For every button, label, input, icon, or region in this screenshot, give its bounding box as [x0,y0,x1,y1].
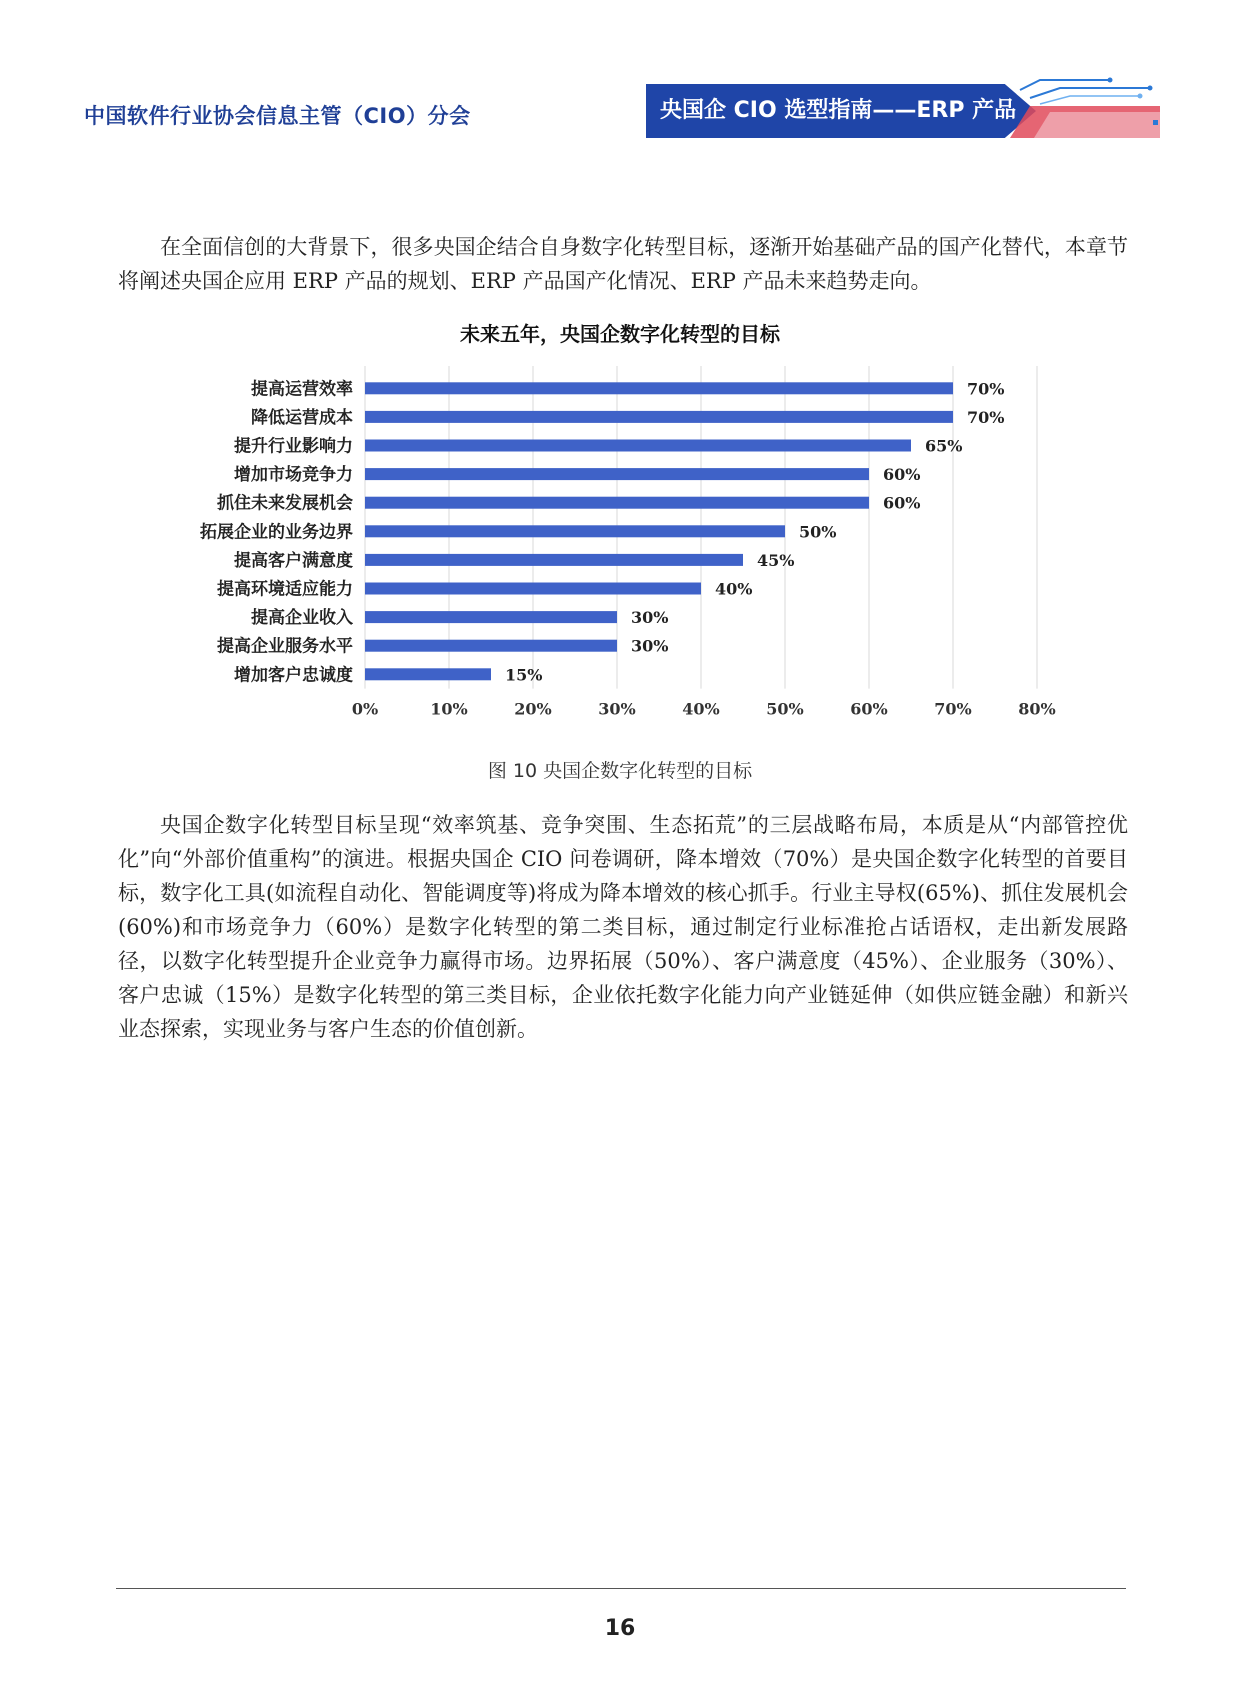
data-label: 45% [757,550,795,570]
analysis-paragraph: 央国企数字化转型目标呈现“效率筑基、竞争突围、生态拓荒”的三层战略布局，本质是从“内部管控优化”向“外部价值重构”的演进。根据央国企 CIO 问卷调研，降本增效（70%）是央国企数字化转型的首要目标，数字化工具(如流程自动化、智能调度等)将成为降本增效的核心抓手。行业主导权(65%)、抓住发展机会(60%)和市场竞争力（60%）是数字化转型的第二类目标，通过制定行业标准抢占话语权，走出新发展路径，以数字化转型提升企业竞争力赢得市场。边界拓展（50%）、客户满意度（45%）、企业服务（30%）、客户忠诚（15%）是数字化转型的第三类目标，企业依托数字化能力向产业链延伸（如供应链金融）和新兴业态探索，实现业务与客户生态的价值创新。 [118,813,1128,1041]
figure-caption: 图 10 央国企数字化转型的目标 [487,760,753,782]
chart-bars [365,382,953,680]
x-tick-label: 10% [430,699,468,719]
data-label: 70% [967,407,1005,427]
x-tick-label: 40% [682,699,720,719]
category-label: 提升行业影响力 [234,436,353,457]
category-label: 增加市场竞争力 [234,465,353,486]
x-tick-label: 20% [514,699,552,719]
bar [365,640,617,652]
data-label: 65% [925,436,963,456]
bar [365,668,491,680]
bar [365,525,785,537]
category-label: 增加客户忠诚度 [234,665,353,686]
bar [365,583,701,595]
bar-chart [0,360,1240,730]
header-org-name: 中国软件行业协会信息主管（CIO）分会 [84,104,471,128]
x-tick-label: 80% [1018,699,1056,719]
category-label: 提高客户满意度 [234,550,353,571]
category-label: 拓展企业的业务边界 [200,522,353,543]
intro-paragraph: 在全面信创的大背景下，很多央国企结合自身数字化转型目标，逐渐开始基础产品的国产化替代，本章节将阐述央国企应用 ERP 产品的规划、ERP 产品国产化情况、ERP 产品未来趋势走向。 [118,235,1128,293]
data-label: 30% [631,608,669,628]
footer-divider [116,1588,1126,1589]
data-label: 60% [883,465,921,485]
x-tick-label: 30% [598,699,636,719]
x-tick-label: 60% [850,699,888,719]
category-label: 抓住未来发展机会 [217,493,353,514]
x-tick-label: 0% [351,699,379,719]
category-label: 提高企业收入 [251,608,353,629]
data-label: 50% [799,522,837,542]
bar [365,497,869,509]
category-label: 提高企业服务水平 [217,636,353,657]
circuit-decoration-icon [1000,76,1160,146]
bar [365,554,743,566]
page-number: 16 [604,1616,636,1641]
category-label: 提高运营效率 [251,379,353,400]
header-banner-title: 央国企 CIO 选型指南——ERP 产品 [660,98,1017,123]
category-label: 降低运营成本 [251,407,353,428]
bar [365,440,911,452]
x-tick-label: 50% [766,699,804,719]
bar [365,468,869,480]
chart-title: 未来五年，央国企数字化转型的目标 [460,322,780,346]
bar [365,611,617,623]
x-tick-label: 70% [934,699,972,719]
chart-labels [199,378,1056,718]
data-label: 60% [883,493,921,513]
bar [365,411,953,423]
category-label: 提高环境适应能力 [217,579,353,600]
data-label: 30% [631,636,669,656]
data-label: 15% [505,665,543,685]
data-label: 70% [967,379,1005,399]
bar [365,382,953,394]
data-label: 40% [715,579,753,599]
